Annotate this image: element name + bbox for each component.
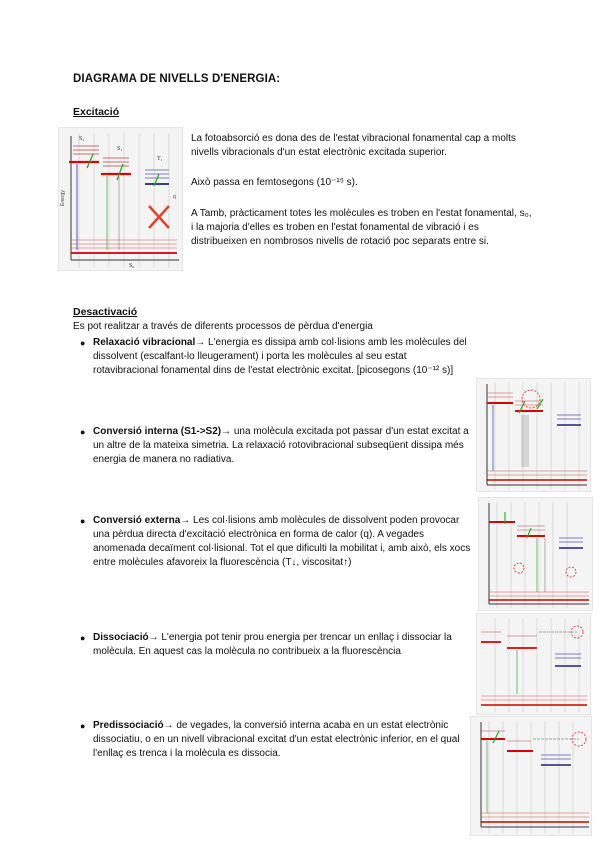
item-text: → Les col·lisions amb molècules de dissolvent poden provocar una pèrdua directa d'excitació electrònica en forma de calor (q). A vegades anomenada decaïment col·lisional. Tot el que dificulti la mobilitat i, amb això, els xocs entre molècules afavoreix la fluorescència (T↓, viscositat↑) <box>93 515 471 568</box>
page-title: DIAGRAMA DE NIVELLS D'ENERGIA: <box>73 73 281 85</box>
t1-label: T₁ <box>157 156 163 162</box>
item-term: Conversió interna (S1->S2) <box>93 426 222 437</box>
energy-diagram-external-conversion <box>478 497 593 611</box>
item-term: Relaxació vibracional <box>93 337 196 348</box>
bullet-icon: ● <box>80 516 86 526</box>
bullet-icon: ● <box>80 338 86 348</box>
s2-label: S₂ <box>79 136 85 142</box>
desactivacio-intro: Es pot realitzar a través de diferents processos de pèrdua d'energia <box>73 321 373 332</box>
q-label: q <box>173 194 176 200</box>
s0-label: S₀ <box>129 263 135 269</box>
item-term: Dissociació <box>93 632 149 643</box>
bullet-icon: ● <box>80 427 86 437</box>
s1-label: S₁ <box>117 146 123 152</box>
section-heading-excitacio: Excitació <box>73 106 120 118</box>
item-text: → una molècula excitada pot passar d'un estat excitat a un altre de la mateixa simetria. La relaxació rotovibracional subseqüent dissipa més energia de manera no radiativa. <box>93 426 469 465</box>
item-term: Predissociació <box>93 720 164 731</box>
bullet-icon: ● <box>80 721 86 731</box>
item-text: → L'energia pot tenir prou energia per trencar un enllaç i dissociar la molècula. En aquest cas la molècula no contribueix a la fluorescència <box>93 632 452 657</box>
item-term: Conversió externa <box>93 515 181 526</box>
section-heading-desactivacio: Desactivació <box>73 306 138 318</box>
energy-axis-label: Energy <box>60 190 66 206</box>
excitacio-paragraph-1: La fotoabsorció es dona des de l'estat vibracional fonamental cap a molts nivells vibracionals d'un estat electrònic excitada superior. <box>191 133 516 158</box>
excitacio-paragraph-3: A Tamb, pràcticament totes les molècules es troben en l'estat fonamental, s₀, i la majoria d'elles es troben en l'estat fonamental de vibració i es distribueixen en nombrosos nivells de rotació poc separats entre si. <box>191 208 532 247</box>
energy-diagram-dissociation <box>476 613 591 715</box>
energy-diagram-excitation <box>58 127 183 271</box>
bullet-icon: ● <box>80 633 86 643</box>
energy-diagram-predissociation <box>470 716 592 836</box>
item-text: → de vegades, la conversió interna acaba en un estat electrònic dissociatiu, o en un nivell vibracional excitat d'un estat electrònic inferior, en el qual l'enllaç es trenca i la molècula es dissocia. <box>93 720 460 759</box>
item-text: → L'energia es dissipa amb col·lisions amb les molècules del dissolvent (escalfant-lo lleugerament) i porta les molècules al seu estat rotavibracional fonamental dins de l'estat electrònic excitat. [picosegons (10⁻¹² s)] <box>93 337 467 376</box>
energy-diagram-relaxation <box>476 378 591 492</box>
excitacio-paragraph-2: Això passa en femtosegons (10⁻¹⁵ s). <box>191 177 358 188</box>
